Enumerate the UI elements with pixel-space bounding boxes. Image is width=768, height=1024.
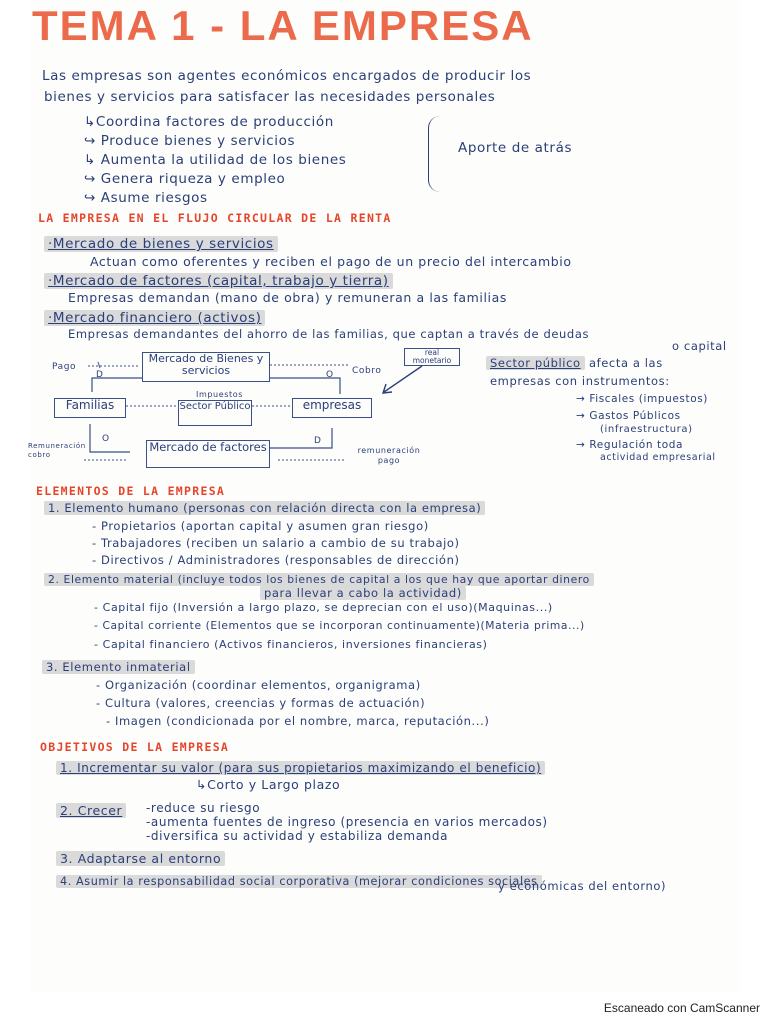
public-sector-item: Fiscales (impuestos) — [589, 393, 708, 405]
flow-heading: LA EMPRESA EN EL FLUJO CIRCULAR DE LA RENTA — [38, 211, 392, 225]
market-goods-desc: Actuan como oferentes y reciben el pago de un precio del intercambio — [90, 254, 572, 269]
label-offer-top: O — [326, 370, 334, 380]
market-financial-title: ·Mercado financiero (activos) — [44, 310, 265, 326]
public-sector-title: Sector público — [486, 356, 585, 370]
function-item: ↪ Asume riesgos — [84, 190, 208, 206]
label-remuneracion-cobro: Remuneración cobro — [28, 442, 86, 459]
element-immaterial-item: - Organización (coordinar elementos, organigrama) — [96, 678, 421, 692]
goods-market-box: Mercado de Bienes y servicios — [142, 352, 270, 382]
objective-3: 3. Adaptarse al entorno — [56, 851, 225, 866]
families-box: Familias — [54, 398, 126, 418]
element-material-item: - Capital financiero (Activos financieros, inversiones financieras) — [94, 638, 488, 651]
public-sector-box: Sector Público — [178, 400, 252, 426]
label-demand-bottom: D — [314, 436, 322, 446]
market-factors-title: ·Mercado de factores (capital, trabajo y tierra) — [44, 273, 393, 289]
objective-2-item: -aumenta fuentes de ingreso (presencia en varios mercados) — [146, 815, 548, 829]
element-immaterial-title: 3. Elemento inmaterial — [42, 660, 195, 674]
element-human-title: 1. Elemento humano (personas con relación directa con la empresa) — [44, 501, 485, 515]
element-material-item: - Capital fijo (Inversión a largo plazo, se deprecian con el uso)(Maquinas...) — [94, 601, 553, 614]
label-pago: Pago — [52, 362, 77, 372]
element-immaterial-item: - Cultura (valores, creencias y formas de actuación) — [96, 696, 426, 710]
objectives-heading: OBJETIVOS DE LA EMPRESA — [40, 740, 230, 754]
objective-2-item: -reduce su riesgo — [146, 801, 261, 815]
element-material-cont: para llevar a cabo la actividad) — [260, 586, 466, 600]
public-sector-item: (infraestructura) — [600, 424, 693, 435]
element-immaterial-item: - Imagen (condicionada por el nombre, marca, reputación...) — [106, 714, 490, 728]
label-remuneracion-pago: remuneración pago — [357, 446, 421, 465]
function-item: ↳Coordina factores de producción — [84, 114, 334, 130]
intro-line-1: Las empresas son agentes económicos encargados de producir los — [42, 68, 532, 84]
element-human-item: - Trabajadores (reciben un salario a cambio de su trabajo) — [92, 536, 460, 550]
market-financial-desc-cont: o capital — [672, 339, 727, 353]
market-goods-title: ·Mercado de bienes y servicios — [44, 236, 278, 252]
public-sector-item: Gastos Públicos — [589, 410, 681, 422]
market-financial-desc: Empresas demandantes del ahorro de las familias, que captan a través de deudas — [68, 327, 590, 341]
element-material-item: - Capital corriente (Elementos que se incorporan continuamente)(Materia prima...) — [94, 619, 585, 632]
scanner-footer — [0, 993, 768, 1024]
objective-4-cont: y económicas del entorno) — [498, 879, 667, 893]
public-sector-item: actividad empresarial — [600, 452, 716, 463]
objective-2: 2. Crecer — [56, 803, 126, 818]
element-human-item: - Directivos / Administradores (responsables de dirección) — [92, 553, 460, 567]
objective-1: 1. Incrementar su valor (para sus propietarios maximizando el beneficio) — [56, 761, 545, 775]
objective-1-sub: ↳Corto y Largo plazo — [196, 777, 341, 792]
factors-market-box: Mercado de factores — [146, 440, 270, 468]
public-sector-intro-2: empresas con instrumentos: — [490, 374, 670, 388]
page-title: TEMA 1 - LA EMPRESA — [32, 2, 534, 49]
label-offer-bottom: O — [102, 434, 110, 444]
function-item: ↪ Produce bienes y servicios — [84, 133, 296, 149]
function-item: ↳ Aumenta la utilidad de los bienes — [84, 152, 347, 168]
objective-4: 4. Asumir la responsabilidad social corporativa (mejorar condiciones sociales — [56, 875, 542, 888]
objective-2-item: -diversifica su actividad y estabiliza demanda — [146, 829, 449, 843]
notebook-page: TEMA 1 - LA EMPRESA Las empresas son agentes económicos encargados de producir los bienes y servicios para satisfacer las necesidades personales ↳Coordina factores de producción ↪ Produce bienes y servicios ↳ Aumenta la utilidad de los bienes ↪ Genera riqueza y empleo ↪ Asume riesgos Aporte de atrás LA EMPRESA EN EL FLUJO CIRCULAR DE LA RENTA ·Mercado de bienes y servicios Actuan como oferentes y reciben el pago de un precio del intercambio ·Mercado de factores (capital, trabajo y tierra) Empresas demandan (mano de obra) y remuneran a las familias ·Mercado financiero (activos) Empresas demandantes del ahorro de las familias, que captan a través de deudas o capital Mercado de Bienes y servicios Familias Sector Público empresas Mercado de factores real monetario Pago Cobro Impuestos Remuneración cobro remuneración pago D O O D Sector público afecta a las empresas con instrumentos: → Fiscales (impuestos) → Gastos Públicos (infraestructura) → Regulación toda actividad empresarial ELEMENTOS DE LA EMPRESA 1. Elemento humano (personas con relación directa con la empresa) - Propietarios (aportan capital y asumen gran riesgo) - Trabajadores (reciben un salario a cambio de su trabajo) - Directivos / Administradores (responsables de dirección) 2. Elemento material (incluye todos los bienes de capital a los que hay que aportar dinero para llevar a cabo la actividad) - Capital fijo (Inversión a largo plazo, se deprecian con el uso)(Maquinas...) - Capital corriente (Elementos que se incorporan continuamente)(Materia prima...) - Capital financiero (Activos financieros, inversiones financieras) 3. Elemento inmaterial - Organización (coordinar elementos, organigrama) - Cultura (valores, creencias y formas de actuación) - Imagen (condicionada por el nombre, marca, reputación...) OBJETIVOS DE LA EMPRESA 1. Incrementar su valor (para sus propietarios maximizando el beneficio) ↳Corto y Largo plazo 2. Crecer -reduce su riesgo -aumenta fuentes de ingreso (presencia en varios mercados) -diversifica su actividad y estabiliza demanda 3. Adaptarse al entorno 4. Asumir la responsabilidad social corporativa (mejorar condiciones sociales y económicas del entorno) — [30, 0, 740, 993]
intro-line-2: bienes y servicios para satisfacer las necesidades personales — [44, 89, 496, 105]
scanner-watermark: Escaneado con CamScanner — [603, 1001, 760, 1015]
public-sector-intro-1: afecta a las — [588, 356, 663, 370]
real-monetary-box: real monetario — [404, 348, 460, 366]
function-item: ↪ Genera riqueza y empleo — [84, 171, 286, 187]
market-factors-desc: Empresas demandan (mano de obra) y remuneran a las familias — [68, 290, 507, 305]
label-impuestos: Impuestos — [196, 390, 243, 399]
elements-heading: ELEMENTOS DE LA EMPRESA — [36, 484, 226, 498]
companies-box: empresas — [292, 398, 372, 418]
public-sector-item: Regulación toda — [589, 439, 684, 451]
label-demand-top: D — [96, 370, 104, 380]
label-cobro: Cobro — [352, 366, 382, 376]
brace-label: Aporte de atrás — [458, 140, 573, 156]
element-material-title: 2. Elemento material (incluye todos los bienes de capital a los que hay que aportar dinero — [44, 573, 594, 586]
element-human-item: - Propietarios (aportan capital y asumen gran riesgo) — [92, 519, 429, 533]
